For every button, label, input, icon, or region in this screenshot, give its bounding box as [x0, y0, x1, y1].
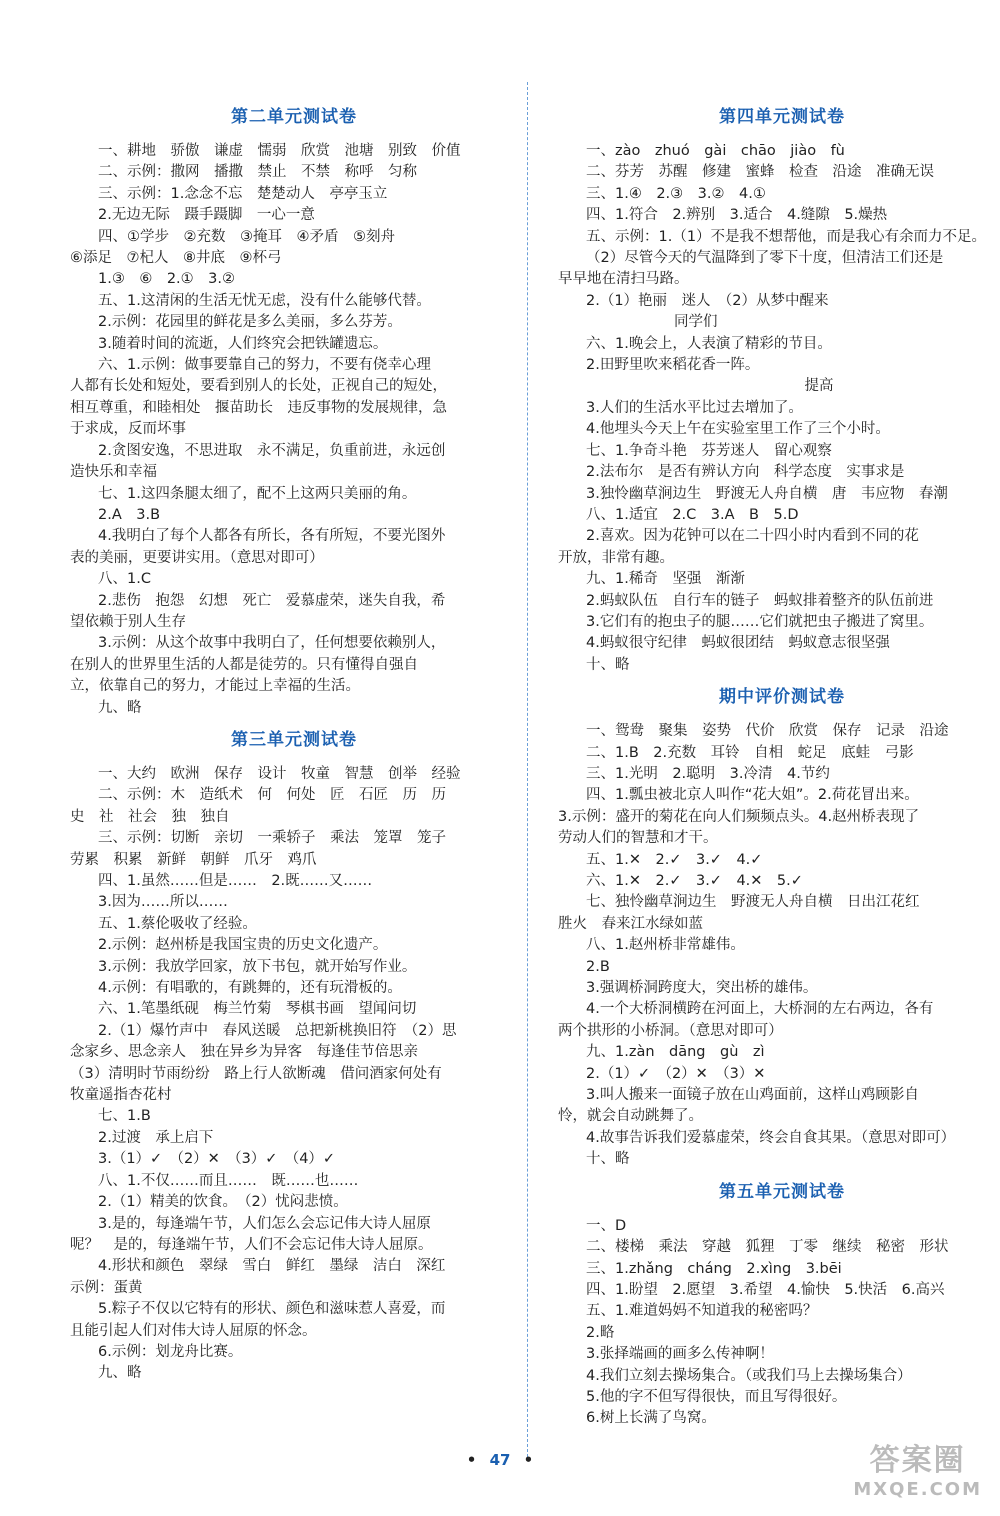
answer-line: （2）尽管今天的气温降到了零下十度，但清洁工们还是 [586, 250, 944, 267]
answer-line: 且能引起人们对伟大诗人屈原的怀念。 [70, 1322, 317, 1339]
answer-line: 3.（1）✓ （2）✕ （3）✓ （4）✓ [98, 1151, 336, 1168]
answer-line: 二、示例：木 造纸术 何 何处 匠 石匠 历 历 [98, 787, 446, 804]
answer-line: 九、1.zàn dāng gù zì [586, 1044, 765, 1061]
answer-line: 四、1.虽然……但是…… 2.既……又…… [98, 873, 373, 889]
answer-line: 三、示例：1.念念不忘 楚楚动人 亭亭玉立 [98, 185, 388, 202]
answer-line: 四、1.瓢虫被北京人叫作“花大姐”。2.荷花冒出来。 [586, 787, 919, 804]
answer-line: 3.随着时间的流逝，人们终究会把铁罐遗忘。 [98, 335, 388, 352]
answer-line: 十、略 [586, 1151, 630, 1168]
right-column [558, 96, 1000, 1430]
answer-line: 九、略 [98, 699, 142, 716]
answer-line: 八、1.C [98, 571, 151, 588]
answer-line: 八、1.适宜 2.C 3.A B 5.D [586, 506, 799, 523]
answer-line: 呢？ 是的，每逢端午节，人们不会忘记伟大诗人屈原。 [70, 1236, 433, 1253]
answer-line: 九、略 [98, 1365, 142, 1382]
answer-line: 在别人的世界里生活的人都是徒劳的。只有懂得自强自 [70, 656, 418, 673]
answer-line: 于求成，反而坏事 [70, 421, 186, 438]
answer-line: 2.（1）爆竹声中 春风送暖 总把新桃换旧符 （2）思 [98, 1022, 457, 1039]
answer-line: 2.（1）✓ （2）✕ （3）✕ [586, 1065, 766, 1082]
answer-line: 5.粽子不仅以它特有的形状、颜色和滋味惹人喜爱，而 [98, 1301, 446, 1318]
answer-line: 六、1.晚会上，人表演了精彩的节目。 [586, 335, 832, 352]
answer-line: 人都有长处和短处，要看到别人的长处，正视自己的短处， [70, 378, 447, 395]
answer-line: 立，依靠自己的努力，才能过上幸福的生活。 [70, 678, 360, 695]
answer-line: 3.强调桥洞跨度大，突出桥的雄伟。 [586, 980, 818, 997]
answer-line: 4.形状和颜色 翠绿 雪白 鲜红 墨绿 洁白 深红 [98, 1258, 446, 1275]
answer-line: 2.过渡 承上启下 [98, 1129, 214, 1146]
answer-line: 劳动人们的智慧和才干。 [558, 830, 718, 847]
answer-line: 1.③ ⑥ 2.① 3.② [98, 271, 235, 288]
answer-line: 五、示例：1.（1）不是我不想帮他，而是我心有余而力不足。 [586, 228, 987, 245]
column-divider [527, 82, 528, 1457]
answer-line: （3）清明时节雨纷纷 路上行人欲断魂 借问酒家何处有 [70, 1065, 442, 1082]
section-title: 第五单元测试卷 [719, 1181, 845, 1202]
answer-line: 4.我明白了每个人都各有所长，各有所短，不要光图外 [98, 528, 446, 545]
answer-line: 六、1.笔墨纸砚 梅兰竹菊 琴棋书画 望闻问切 [98, 1001, 417, 1018]
answer-line: 3.示例：盛开的菊花在向人们频频点头。4.赵州桥表现了 [558, 808, 920, 825]
answer-line: 早早地在清扫马路。 [558, 271, 689, 288]
answer-line: 6.树上长满了鸟窝。 [586, 1410, 716, 1427]
answer-line: 3.张择端画的画多么传神啊！ [586, 1346, 774, 1363]
answer-line: 相互尊重，和睦相处 揠苗助长 违反事物的发展规律，急 [70, 399, 447, 416]
answer-line: 三、1.光明 2.聪明 3.冷清 4.节约 [586, 765, 830, 782]
answer-line: 示例：蛋黄 [70, 1279, 143, 1296]
section-title: 期中评价测试卷 [719, 687, 845, 708]
answer-line: 七、1.争奇斗艳 芬芳迷人 留心观察 [586, 442, 832, 459]
answer-line: 五、1.蔡伦吸收了经验。 [98, 915, 257, 932]
answer-line: 七、独怜幽草涧边生 野渡无人舟自横 日出江花红 [586, 894, 920, 911]
answer-line: 4.我们立刻去操场集合。（或我们马上去操场集合） [586, 1367, 912, 1384]
answer-line: 2.法布尔 是否有辨认方向 科学态度 实事求是 [586, 464, 905, 481]
answer-line: 七、1.B [98, 1108, 151, 1125]
answer-line: 2.略 [586, 1324, 615, 1341]
section-title: 第四单元测试卷 [719, 107, 845, 127]
answer-line: 4.一个大桥洞横跨在河面上，大桥洞的左右两边，各有 [586, 1001, 934, 1018]
answer-line: 3.它们有的抱虫子的腿……它们就把虫子搬进了窝里。 [586, 613, 934, 630]
answer-line: 4.示例：有唱歌的，有跳舞的，还有玩滑板的。 [98, 980, 402, 997]
answer-line: 九、1.稀奇 坚强 渐渐 [586, 571, 745, 588]
answer-line: 四、1.盼望 2.愿望 3.希望 4.愉快 5.快活 6.高兴 [586, 1281, 945, 1298]
answer-line: 二、示例：撒网 播撒 禁止 不禁 称呼 匀称 [98, 164, 417, 181]
answer-line: 三、1.zhǎng cháng 2.xìng 3.bēi [586, 1260, 842, 1277]
answer-line: 提高 [558, 378, 834, 395]
answer-line: 胜火 春来江水绿如蓝 [558, 915, 703, 932]
answer-line: 六、1.✕ 2.✓ 3.✓ 4.✕ 5.✓ [586, 873, 803, 889]
answer-line: 2.示例：花园里的鲜花是多么美丽，多么芬芳。 [98, 314, 402, 331]
answer-line: 2.B [586, 958, 610, 975]
answer-line: 4.他埋头今天上午在实验室里工作了三个小时。 [586, 421, 890, 438]
answer-line: ⑥添足 ⑦杞人 ⑧井底 ⑨杯弓 [70, 250, 282, 267]
answer-line: 3.独怜幽草涧边生 野渡无人舟自横 唐 韦应物 春潮 [586, 485, 948, 502]
answer-line: 3.示例：从这个故事中我明白了，任何想要依赖别人， [98, 635, 446, 652]
answer-line: 十、略 [586, 656, 630, 673]
answer-line: 2.喜欢。因为花钟可以在二十四小时内看到不同的花 [586, 528, 919, 545]
answer-line: 6.示例：划龙舟比赛。 [98, 1343, 243, 1360]
answer-line: 2.（1）艳丽 迷人 （2）从梦中醒来 [586, 292, 829, 309]
answer-line: 二、1.B 2.充数 耳铃 自相 蛇足 底蛙 弓影 [586, 744, 914, 761]
section-title: 第二单元测试卷 [231, 107, 357, 127]
answer-line: 2.示例：赵州桥是我国宝贵的历史文化遗产。 [98, 937, 388, 954]
answer-line: 四、①学步 ②充数 ③掩耳 ④矛盾 ⑤刻舟 [98, 228, 395, 245]
answer-line: 五、1.✕ 2.✓ 3.✓ 4.✓ [586, 851, 763, 868]
answer-line: 一、耕地 骄傲 谦虚 懦弱 欣赏 池塘 别致 价值 [98, 143, 461, 159]
watermark-url: MXQE.COM [853, 1479, 982, 1500]
answer-line: 开放，非常有趣。 [558, 549, 674, 566]
answer-line: 3.是的，每逢端午节，人们怎么会忘记伟大诗人屈原 [98, 1215, 431, 1232]
answer-line: 3.示例：我放学回家，放下书包，就开始写作业。 [98, 958, 417, 975]
page-number-footer [0, 1451, 1000, 1469]
watermark-logo-text: 答案圈 [869, 1443, 966, 1478]
answer-line: 两个拱形的小桥洞。（意思对即可） [558, 1022, 783, 1039]
answer-line: 一、zào zhuó gài chāo jiào fù [586, 143, 845, 159]
page-dot-right: • [523, 1451, 534, 1469]
answer-line: 怜，就会自动跳舞了。 [558, 1108, 703, 1125]
answer-line: 一、大约 欧洲 保存 设计 牧童 智慧 创举 经验 [98, 765, 461, 782]
watermark [853, 1435, 982, 1500]
answer-line: 八、1.赵州桥非常雄伟。 [586, 937, 745, 954]
answer-line: 造快乐和幸福 [70, 464, 157, 481]
answer-line: 一、鸳鸯 聚集 姿势 代价 欣赏 保存 记录 沿途 [586, 723, 949, 740]
answer-line: 劳累 积累 新鲜 朝鲜 爪牙 鸡爪 [70, 851, 317, 868]
answer-line: 五、1.难道妈妈不知道我的秘密吗？ [586, 1303, 818, 1320]
section-title: 第三单元测试卷 [231, 729, 357, 750]
answer-line: 4.故事告诉我们爱慕虚荣，终会自食其果。（意思对即可） [586, 1129, 956, 1146]
answer-line: 2.蚂蚁队伍 自行车的链子 蚂蚁排着整齐的队伍前进 [586, 592, 934, 609]
answer-line: 2.A 3.B [98, 506, 161, 523]
answer-line: 3.因为……所以…… [98, 894, 228, 911]
answer-line: 表的美丽，更要讲实用。（意思对即可） [70, 549, 324, 566]
answer-line: 七、1.这四条腿太细了，配不上这两只美丽的角。 [98, 485, 417, 502]
answer-line: 史 社 社会 独 独自 [70, 808, 230, 825]
answer-line: 五、1.这清闲的生活无忧无虑，没有什么能够代替。 [98, 292, 431, 309]
answer-line: 2.田野里吹来稻花香一阵。 [586, 357, 760, 374]
answer-line: 二、楼梯 乘法 穿越 狐狸 丁零 继续 秘密 形状 [586, 1239, 949, 1256]
answer-line: 4.蚂蚁很守纪律 蚂蚁很团结 蚂蚁意志很坚强 [586, 635, 890, 652]
answer-line: 2.（1）精美的饮食。 （2）忧闷悲愤。 [98, 1194, 348, 1211]
answer-line: 二、芬芳 苏醒 修建 蜜蜂 检查 沿途 准确无误 [586, 164, 934, 181]
answer-line: 望依赖于别人生存 [70, 613, 186, 630]
answer-line: 牧童遥指杏花村 [70, 1087, 172, 1104]
answer-line: 六、1.示例：做事要靠自己的努力，不要有侥幸心理 [98, 357, 431, 374]
answer-line: 2.贪图安逸，不思进取 永不满足，负重前进，永远创 [98, 442, 446, 459]
answer-line: 三、示例：切断 亲切 一乘轿子 乘法 笼罩 笼子 [98, 830, 446, 847]
page-number: 47 [489, 1451, 511, 1469]
answer-line: 2.无边无际 蹑手蹑脚 一心一意 [98, 207, 315, 224]
answer-line: 5.他的字不但写得很快，而且写得很好。 [586, 1388, 847, 1405]
answer-line: 三、1.④ 2.③ 3.② 4.① [586, 185, 766, 202]
page-dot-left: • [466, 1451, 477, 1469]
answer-line: 同学们 [558, 314, 718, 331]
answer-line: 一、D [586, 1217, 627, 1234]
answer-line: 四、1.符合 2.辨别 3.适合 4.缝隙 5.燥热 [586, 207, 888, 224]
answer-line: 3.人们的生活水平比过去增加了。 [586, 399, 803, 416]
answer-line: 3.叫人搬来一面镜子放在山鸡面前，这样山鸡顾影自 [586, 1087, 919, 1104]
answer-line: 念家乡、思念亲人 独在异乡为异客 每逢佳节倍思亲 [70, 1044, 418, 1061]
left-column [70, 96, 518, 1385]
answer-line: 八、1.不仅……而且…… 既……也…… [98, 1172, 359, 1189]
answer-line: 2.悲伤 抱怨 幻想 死亡 爱慕虚荣，迷失自我，希 [98, 592, 446, 609]
